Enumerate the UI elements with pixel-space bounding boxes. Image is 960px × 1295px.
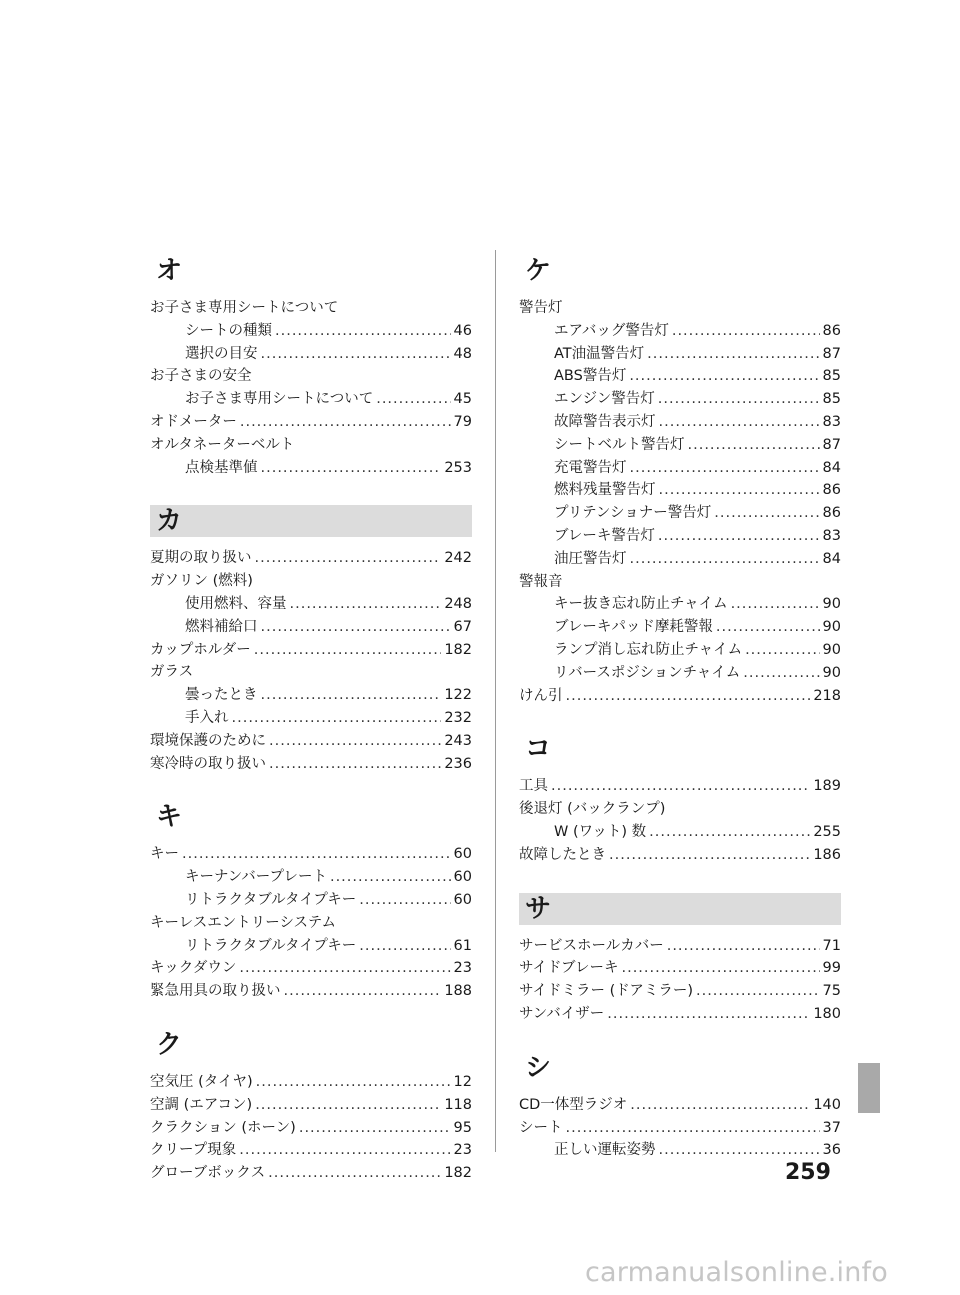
entry-page-ref: 99 — [822, 960, 841, 977]
entry-label: ブレーキパッド摩耗警報 — [554, 619, 713, 636]
entry-label: 故障警告表示灯 — [554, 413, 656, 430]
entry-page-ref: 87 — [822, 345, 841, 362]
entry-label: 故障したとき — [519, 846, 606, 863]
entry-label: リトラクタブルタイプキー — [185, 891, 357, 908]
entry-page-ref: 87 — [822, 436, 841, 453]
index-group — [150, 1029, 472, 1185]
entry-label: グローブボックス — [150, 1165, 266, 1182]
entry-label: 手入れ — [185, 709, 229, 726]
entry-label: 寒冷時の取り扱い — [150, 755, 266, 772]
entry-page-ref: 95 — [453, 1119, 472, 1136]
entry-label: キックダウン — [150, 960, 237, 977]
entry-label: リバースポジションチャイム — [554, 664, 741, 681]
entry-page-ref: 248 — [444, 595, 472, 612]
entry-label: カップホルダー — [150, 641, 251, 658]
index-subentry — [150, 388, 472, 411]
entry-page-ref: 182 — [444, 1165, 472, 1182]
index-subentry — [150, 935, 472, 958]
dot-leader — [621, 957, 819, 980]
dot-leader — [630, 548, 820, 571]
index-subentry — [150, 593, 472, 616]
index-group — [150, 255, 472, 479]
index-heading: お子さま専用シートについて — [150, 300, 339, 316]
entry-page-ref: 90 — [822, 664, 841, 681]
index-group — [150, 801, 472, 1003]
index-subentry — [519, 639, 841, 662]
entry-page-ref: 140 — [813, 1096, 841, 1113]
entry-page-ref: 90 — [822, 619, 841, 636]
entry-page-ref: 60 — [453, 846, 472, 863]
entry-page-ref: 253 — [444, 459, 472, 476]
index-subentry — [150, 616, 472, 639]
entry-page-ref: 180 — [813, 1005, 841, 1022]
section-thumb-tab — [858, 1063, 880, 1113]
entry-page-ref: 236 — [444, 755, 472, 772]
index-subentry — [519, 411, 841, 434]
page-number: 259 — [785, 1160, 831, 1185]
entry-page-ref: 48 — [453, 345, 472, 362]
entry-page-ref: 23 — [453, 1142, 472, 1159]
entry-label: サイドブレーキ — [519, 960, 619, 977]
index-subentry — [519, 343, 841, 366]
dot-leader — [716, 616, 820, 639]
entry-page-ref: 23 — [453, 960, 472, 977]
entry-label: ABS警告灯 — [554, 368, 627, 385]
entry-page-ref: 232 — [444, 709, 472, 726]
index-subentry — [519, 434, 841, 457]
entry-page-ref: 83 — [822, 413, 841, 430]
dot-leader — [667, 935, 820, 958]
index-subentry — [150, 866, 472, 889]
entry-page-ref: 86 — [822, 505, 841, 522]
index-entry — [150, 1094, 472, 1117]
index-entry — [519, 1003, 841, 1026]
dot-leader — [255, 1094, 441, 1117]
index-entry — [519, 685, 841, 708]
index-group — [519, 733, 841, 866]
kana-heading: コ — [525, 734, 552, 765]
index-entry — [150, 980, 472, 1003]
entry-page-ref: 189 — [813, 778, 841, 795]
entry-label: リトラクタブルタイプキー — [185, 937, 357, 954]
entry-label: オドメーター — [150, 413, 237, 430]
dot-leader — [566, 1117, 820, 1140]
index-subentry — [150, 684, 472, 707]
index-group — [519, 255, 841, 707]
dot-leader — [714, 502, 819, 525]
dot-leader — [607, 1003, 810, 1026]
entry-label: W (ワット) 数 — [554, 823, 647, 840]
watermark: carmanualsonline.info — [585, 1257, 888, 1288]
entry-label: 環境保護のために — [150, 732, 266, 749]
entry-label: 工具 — [519, 778, 548, 795]
entry-page-ref: 37 — [822, 1119, 841, 1136]
index-subentry — [519, 548, 841, 571]
index-group — [519, 1052, 841, 1162]
index-heading: 後退灯 (バックランプ) — [519, 801, 666, 818]
entry-label: ランプ消し忘れ防止チャイム — [554, 641, 743, 658]
index-entry — [150, 843, 472, 866]
entry-label: 充電警告灯 — [554, 459, 627, 476]
index-subentry — [519, 479, 841, 502]
dot-leader — [672, 320, 820, 343]
entry-page-ref: 60 — [453, 869, 472, 886]
index-subentry — [519, 662, 841, 685]
entry-label: 緊急用具の取り扱い — [150, 983, 281, 1000]
entry-page-ref: 61 — [453, 937, 472, 954]
index-entry — [150, 1162, 472, 1185]
entry-page-ref: 71 — [822, 937, 841, 954]
index-heading: キーレスエントリーシステム — [150, 914, 337, 931]
entry-page-ref: 122 — [444, 687, 472, 704]
kana-heading: オ — [156, 256, 183, 286]
dot-leader — [261, 616, 451, 639]
entry-label: エンジン警告灯 — [554, 391, 655, 408]
entry-label: 夏期の取り扱い — [150, 550, 252, 567]
index-subentry — [519, 365, 841, 388]
index-heading: 警報音 — [519, 573, 563, 590]
index-column-right — [519, 255, 841, 1188]
dot-leader — [239, 1139, 450, 1162]
index-entry — [150, 547, 472, 570]
entry-label: キー抜き忘れ防止チャイム — [554, 596, 728, 613]
entry-label: サンバイザー — [519, 1005, 605, 1022]
index-subentry — [150, 320, 472, 343]
index-heading: オルタネーターベルト — [150, 436, 295, 453]
index-subentry — [519, 320, 841, 343]
dot-leader — [658, 388, 820, 411]
dot-leader — [290, 593, 442, 616]
index-subentry — [150, 889, 472, 912]
dot-leader — [268, 1162, 441, 1185]
dot-leader — [255, 547, 442, 570]
index-entry — [150, 753, 472, 776]
index-group — [150, 505, 472, 775]
index-entry — [150, 411, 472, 434]
dot-leader — [647, 343, 819, 366]
entry-page-ref: 83 — [822, 527, 841, 544]
dot-leader — [239, 957, 450, 980]
entry-label: ブレーキ警告灯 — [554, 527, 655, 544]
entry-label: CD一体型ラジオ — [519, 1096, 628, 1113]
entry-page-ref: 84 — [822, 459, 841, 476]
entry-page-ref: 118 — [444, 1096, 472, 1113]
entry-label: シート — [519, 1119, 563, 1136]
dot-leader — [256, 1071, 451, 1094]
index-heading: ガラス — [150, 664, 194, 681]
entry-label: 正しい運転姿勢 — [554, 1142, 656, 1159]
dot-leader — [359, 889, 450, 912]
dot-leader — [269, 753, 441, 776]
kana-heading: シ — [525, 1052, 552, 1083]
entry-page-ref: 85 — [822, 368, 841, 385]
entry-page-ref: 45 — [453, 391, 472, 408]
entry-label: 燃料補給口 — [185, 618, 258, 635]
kana-heading: キ — [156, 802, 183, 833]
entry-page-ref: 90 — [822, 596, 841, 613]
entry-page-ref: 255 — [813, 823, 841, 840]
dot-leader — [658, 525, 820, 548]
entry-page-ref: 85 — [822, 391, 841, 408]
index-subentry — [519, 616, 841, 639]
entry-page-ref: 86 — [822, 322, 841, 339]
kana-heading: ク — [156, 1029, 183, 1060]
dot-leader — [649, 821, 810, 844]
index-subentry — [150, 343, 472, 366]
index-entry — [519, 957, 841, 980]
entry-label: 選択の目安 — [185, 345, 258, 362]
entry-label: シートの種類 — [185, 322, 272, 339]
index-group — [519, 893, 841, 1026]
entry-label: 空気圧 (タイヤ) — [150, 1073, 253, 1090]
dot-leader — [629, 365, 819, 388]
dot-leader — [609, 844, 810, 867]
index-subentry — [519, 525, 841, 548]
kana-heading: サ — [519, 893, 841, 925]
index-entry — [519, 1094, 841, 1117]
dot-leader — [743, 662, 819, 685]
dot-leader — [688, 434, 820, 457]
dot-leader — [182, 843, 451, 866]
index-heading: 警告灯 — [519, 300, 563, 316]
index-heading: ガソリン (燃料) — [150, 573, 253, 590]
entry-page-ref: 243 — [444, 732, 472, 749]
index-subentry — [519, 502, 841, 525]
dot-leader — [630, 1094, 810, 1117]
dot-leader — [630, 457, 820, 480]
dot-leader — [261, 457, 442, 480]
dot-leader — [275, 320, 451, 343]
dot-leader — [299, 1117, 451, 1140]
entry-page-ref: 188 — [444, 983, 472, 1000]
entry-label: クラクション (ホーン) — [150, 1119, 296, 1136]
kana-heading: ケ — [525, 256, 552, 286]
entry-label: 点検基準値 — [185, 459, 258, 476]
entry-label: キー — [150, 846, 179, 863]
index-subentry — [150, 457, 472, 480]
index-entry — [519, 1117, 841, 1140]
entry-page-ref: 90 — [822, 641, 841, 658]
index-heading: お子さまの安全 — [150, 368, 252, 385]
entry-label: 燃料残量警告灯 — [554, 482, 656, 499]
index-subentry — [519, 388, 841, 411]
index-entry — [150, 730, 472, 753]
entry-page-ref: 46 — [453, 322, 472, 339]
entry-page-ref: 218 — [813, 687, 841, 704]
entry-label: サービスホールカバー — [519, 937, 664, 954]
index-entry — [519, 775, 841, 798]
index-subentry — [519, 1139, 841, 1162]
entry-label: けん引 — [519, 687, 563, 704]
dot-leader — [696, 980, 820, 1003]
entry-page-ref: 84 — [822, 550, 841, 567]
index-subentry — [519, 821, 841, 844]
index-entry — [150, 1117, 472, 1140]
column-divider — [495, 250, 496, 1152]
dot-leader — [232, 707, 442, 730]
dot-leader — [745, 639, 819, 662]
dot-leader — [376, 388, 450, 411]
entry-page-ref: 186 — [813, 846, 841, 863]
index-entry — [150, 957, 472, 980]
entry-label: 空調 (エアコン) — [150, 1096, 253, 1113]
dot-leader — [566, 685, 811, 708]
index-entry — [519, 844, 841, 867]
entry-label: お子さま専用シートについて — [185, 391, 374, 408]
dot-leader — [261, 684, 442, 707]
entry-label: 油圧警告灯 — [554, 550, 627, 567]
entry-label: サイドミラー (ドアミラー) — [519, 983, 693, 1000]
dot-leader — [284, 980, 442, 1003]
dot-leader — [269, 730, 441, 753]
entry-page-ref: 79 — [453, 413, 472, 430]
index-subentry — [519, 593, 841, 616]
kana-heading: カ — [150, 505, 472, 537]
entry-label: エアバッグ警告灯 — [554, 322, 669, 339]
entry-page-ref: 12 — [453, 1073, 472, 1090]
dot-leader — [240, 411, 451, 434]
dot-leader — [731, 593, 820, 616]
dot-leader — [254, 639, 442, 662]
dot-leader — [659, 1139, 820, 1162]
dot-leader — [551, 775, 810, 798]
index-entry — [150, 1071, 472, 1094]
entry-label: クリープ現象 — [150, 1142, 237, 1159]
dot-leader — [659, 411, 820, 434]
entry-page-ref: 60 — [453, 891, 472, 908]
entry-label: 曇ったとき — [185, 687, 258, 704]
entry-page-ref: 36 — [822, 1142, 841, 1159]
dot-leader — [359, 935, 450, 958]
index-subentry — [519, 457, 841, 480]
index-entry — [519, 935, 841, 958]
index-subentry — [150, 707, 472, 730]
index-entry — [150, 1139, 472, 1162]
index-entry — [519, 980, 841, 1003]
entry-label: 使用燃料、容量 — [185, 595, 287, 612]
dot-leader — [261, 343, 451, 366]
entry-page-ref: 67 — [453, 618, 472, 635]
entry-label: AT油温警告灯 — [554, 345, 645, 362]
entry-page-ref: 242 — [444, 550, 472, 567]
dot-leader — [659, 479, 820, 502]
dot-leader — [330, 866, 451, 889]
index-entry — [150, 639, 472, 662]
entry-label: キーナンバープレート — [185, 869, 327, 886]
index-column-left — [150, 255, 472, 1211]
entry-label: プリテンショナー警告灯 — [554, 505, 712, 522]
entry-page-ref: 75 — [822, 983, 841, 1000]
entry-label: シートベルト警告灯 — [554, 436, 685, 453]
entry-page-ref: 182 — [444, 641, 472, 658]
entry-page-ref: 86 — [822, 482, 841, 499]
